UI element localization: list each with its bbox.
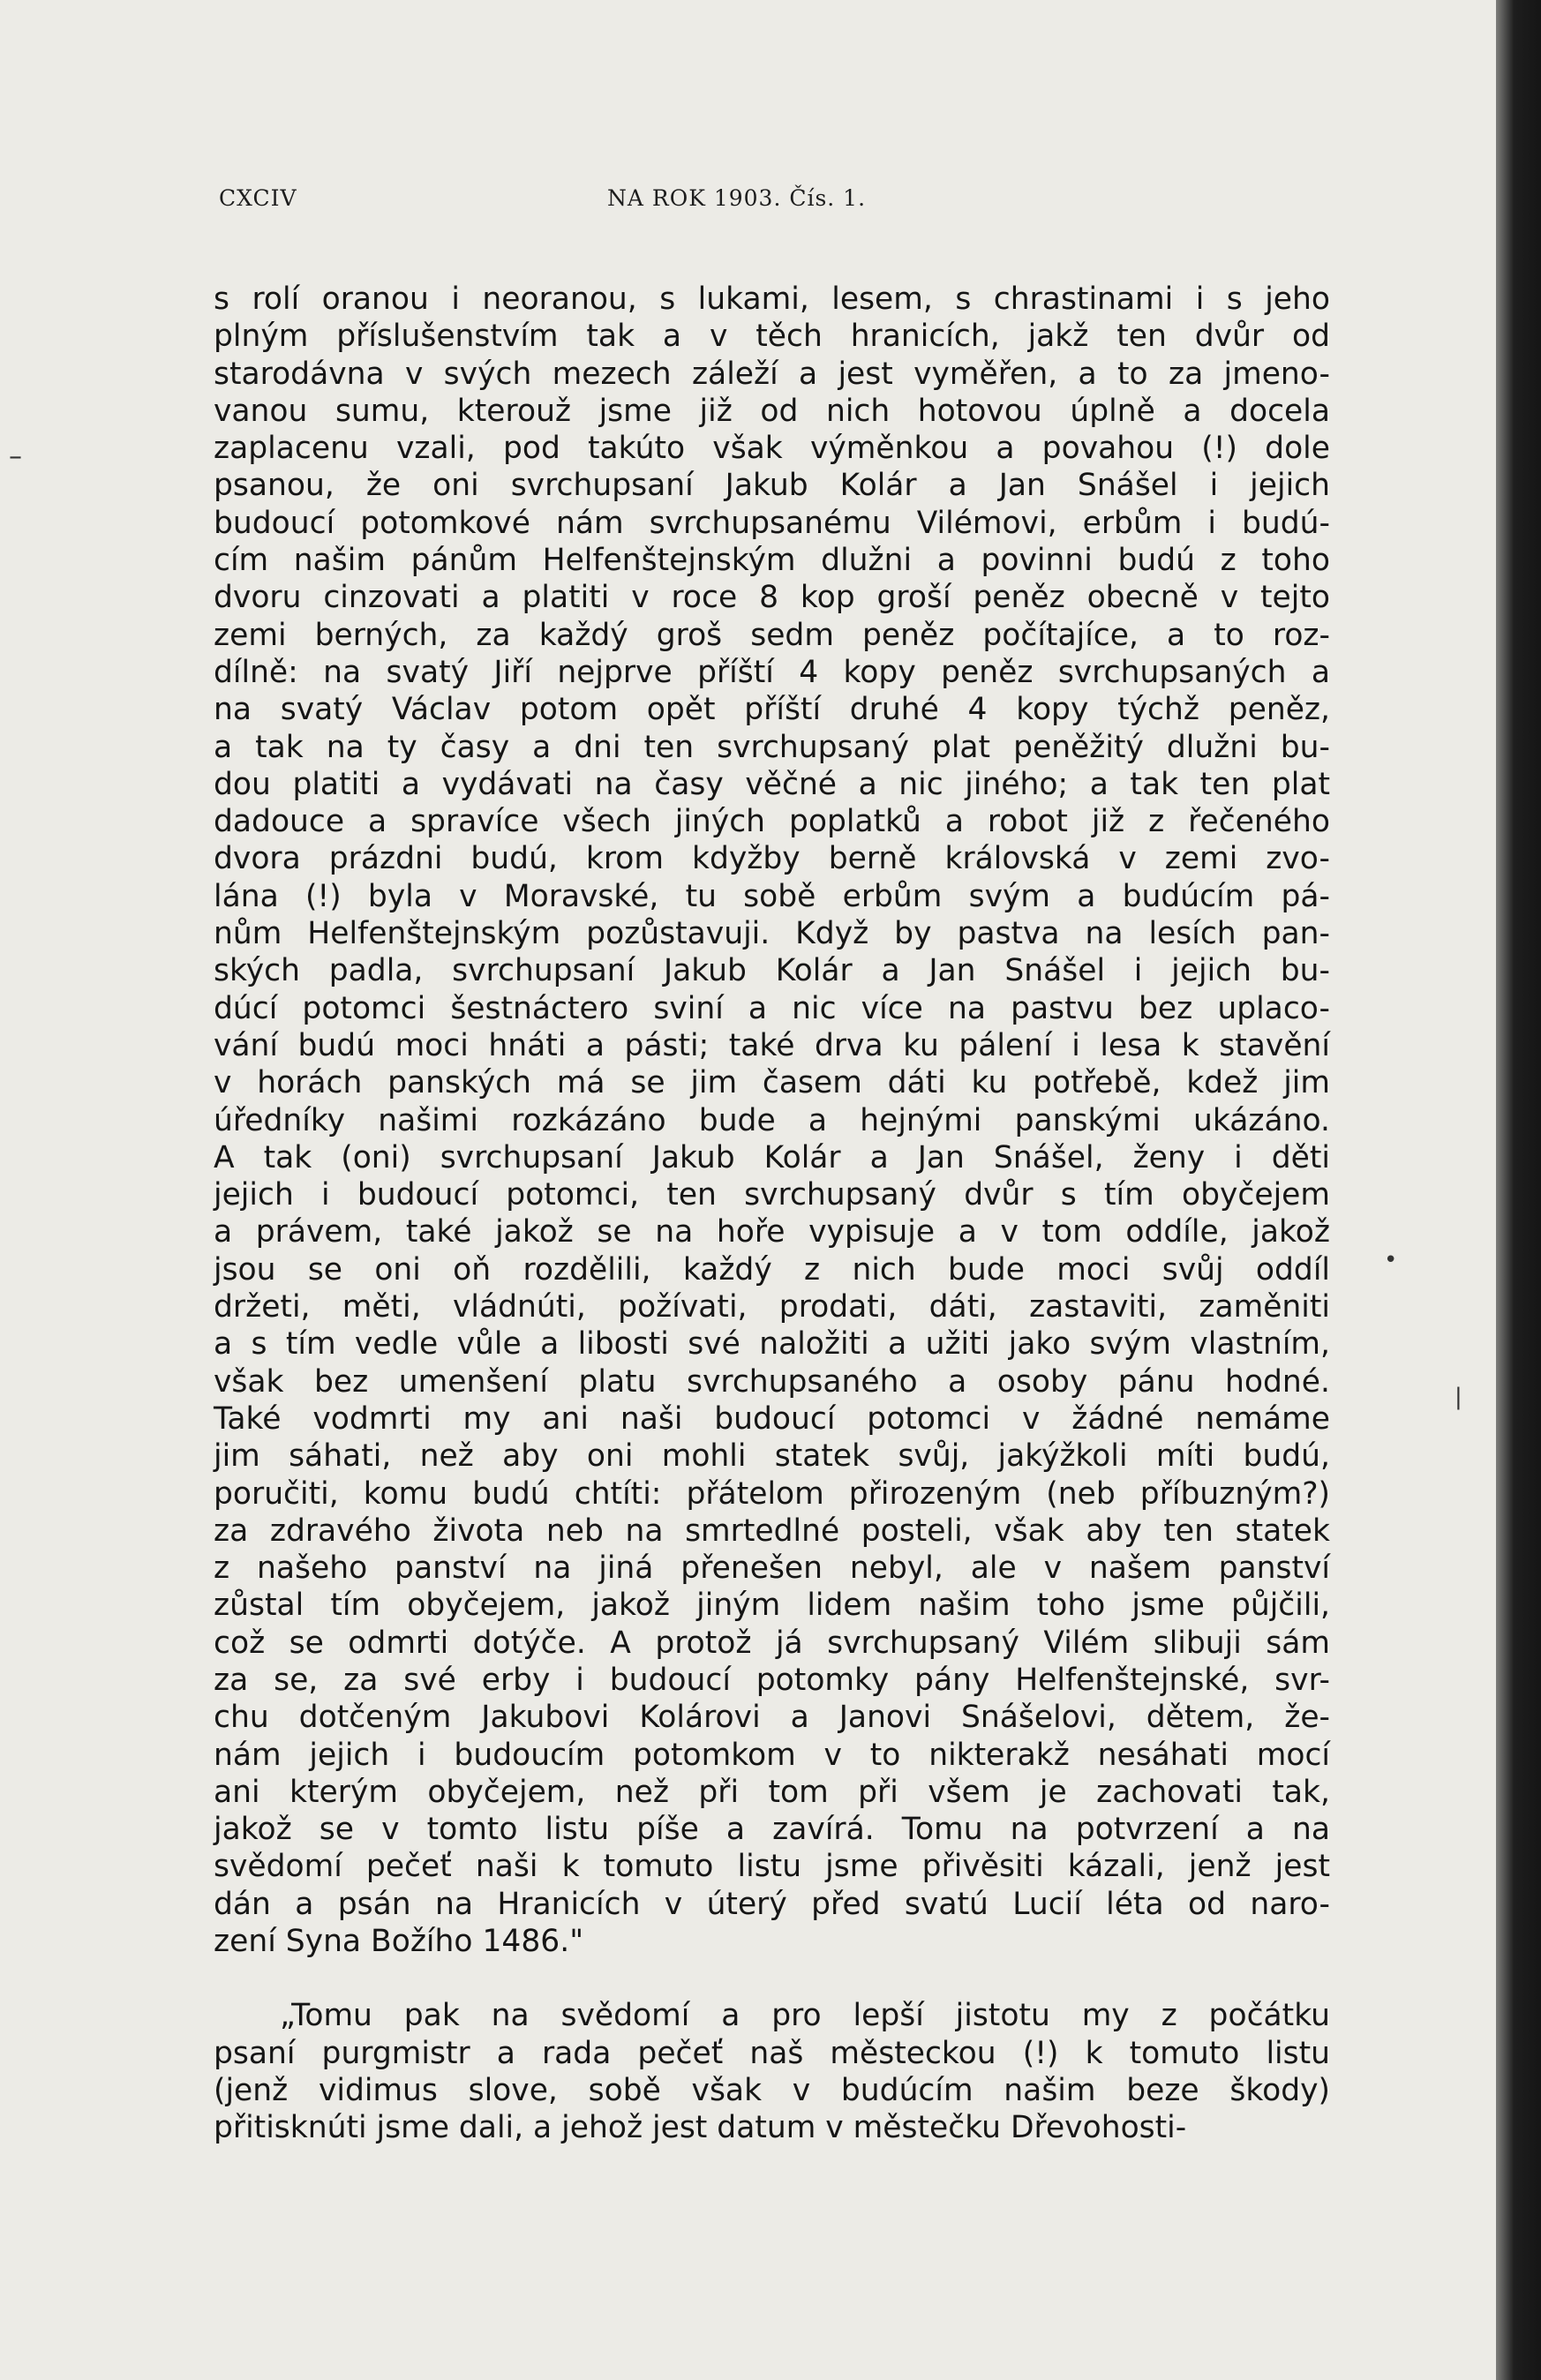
text-line: a právem, také jakož se na hoře vypisuje a v tom oddíle, jakož [214, 1214, 1330, 1250]
body-text [214, 281, 1330, 2147]
text-line: za zdravého života neb na smrtedlné posteli, však aby ten statek [214, 1513, 1330, 1549]
text-line: zení Syna Božího 1486." [214, 1924, 584, 1960]
text-line: jakož se v tomto listu píše a zavírá. Tomu na potvrzení a na [214, 1812, 1330, 1848]
margin-dot-right: • [1384, 1247, 1398, 1273]
text-line: zemi berných, za každý groš sedm peněz počítajíce, a to roz- [214, 617, 1330, 653]
text-line: vání budú moci hnáti a pásti; také drva ku pálení i lesa k stavění [214, 1027, 1330, 1063]
text-line: na svatý Václav potom opět příští druhé 4 kopy týchž peněz, [214, 692, 1330, 728]
text-line: za se, za své erby i budoucí potomky pány Helfenštejnské, svr- [214, 1662, 1330, 1698]
page-edge-shadow [1496, 0, 1541, 2380]
text-line: a s tím vedle vůle a libosti své naložiti a užiti jako svým vlastním, [214, 1326, 1330, 1363]
text-line: ani kterým obyčejem, než při tom při všem je zachovati tak, [214, 1774, 1330, 1810]
text-line: což se odmrti dotýče. A protož já svrchupsaný Vilém slibuji sám [214, 1625, 1330, 1661]
text-line: jim sáhati, než aby oni mohli statek svůj, jakýžkoli míti budú, [214, 1438, 1330, 1475]
text-line: plným příslušenstvím tak a v těch hranicích, jakž ten dvůr od [214, 319, 1330, 355]
paragraph-1 [214, 281, 1330, 1960]
page-header [219, 185, 1313, 221]
text-line: zaplacenu vzali, pod takúto však výměnkou a povahou (!) dole [214, 431, 1330, 467]
text-line: a tak na ty časy a dni ten svrchupsaný plat peněžitý dlužni bu- [214, 729, 1330, 765]
text-line: nům Helfenštejnským pozůstavuji. Když by pastva na lesích pan- [214, 916, 1330, 952]
text-line: s rolí oranou i neoranou, s lukami, lesem, s chrastinami i s jeho [214, 282, 1330, 317]
text-line: starodávna v svých mezech záleží a jest vyměřen, a to za jmeno- [214, 356, 1330, 392]
margin-mark-left: – [9, 441, 22, 472]
text-line: dadouce a spravíce všech jiných poplatků a robot již z řečeného [214, 804, 1330, 840]
text-line: ských padla, svrchupsaní Jakub Kolár a Jan Snášel i jejich bu- [214, 953, 1330, 989]
text-line: úředníky našimi rozkázáno bude a hejnými panskými ukázáno. [214, 1102, 1330, 1138]
text-line: cím našim pánům Helfenštejnským dlužni a povinni budú z toho [214, 543, 1330, 579]
text-line: však bez umenšení platu svrchupsaného a osoby pánu hodné. [214, 1363, 1330, 1400]
text-line: dílně: na svatý Jiří nejprve příští 4 kopy peněz svrchupsaných a [214, 654, 1330, 690]
page-number: CXCIV [219, 185, 297, 211]
text-line: jejich i budoucí potomci, ten svrchupsaný dvůr s tím obyčejem [214, 1177, 1330, 1213]
text-line: „Tomu pak na svědomí a pro lepší jistotu my z počátku [280, 1998, 1330, 2034]
text-line: poručiti, komu budú chtíti: přátelom přirozeným (neb příbuzným?) [214, 1475, 1330, 1512]
text-line: vanou sumu, kterouž jsme již od nich hotovou úplně a docela [214, 393, 1330, 429]
text-line: z našeho panství na jiná přenešen nebyl, ale v našem panství [214, 1550, 1330, 1587]
text-line: přitisknúti jsme dali, a jehož jest datum v městečku Dřevohosti- [214, 2110, 1187, 2146]
text-line: Také vodmrti my ani naši budoucí potomci v žádné nemáme [214, 1400, 1330, 1437]
text-line: jsou se oni oň rozdělili, každý z nich bude moci svůj oddíl [214, 1251, 1330, 1288]
text-line: dou platiti a vydávati na časy věčné a nic jiného; a tak ten plat [214, 766, 1330, 802]
text-line: psanou, že oni svrchupsaní Jakub Kolár a Jan Snášel i jejich [214, 468, 1330, 504]
text-line: chu dotčeným Jakubovi Kolárovi a Janovi Snášelovi, dětem, že- [214, 1700, 1330, 1736]
text-line: zůstal tím obyčejem, jakož jiným lidem našim toho jsme půjčili, [214, 1588, 1330, 1624]
text-line: nám jejich i budoucím potomkom v to nikterakž nesáhati mocí [214, 1737, 1330, 1773]
text-line: držeti, měti, vládnúti, požívati, prodati, dáti, zastaviti, zaměniti [214, 1289, 1330, 1325]
text-line: dúcí potomci šestnáctero sviní a nic více na pastvu bez uplaco- [214, 990, 1330, 1026]
paragraph-2 [214, 1997, 1330, 2146]
text-line: (jenž vidimus slove, sobě však v budúcím našim beze škody) [214, 2072, 1330, 2108]
text-line: dvoru cinzovati a platiti v roce 8 kop groší peněz obecně v tejto [214, 580, 1330, 616]
text-line: A tak (oni) svrchupsaní Jakub Kolár a Jan Snášel, ženy i děti [214, 1139, 1330, 1175]
text-line: svědomí pečeť naši k tomuto listu jsme přivěsiti kázali, jenž jest [214, 1849, 1330, 1885]
text-line: psaní purgmistr a rada pečeť naš městeckou (!) k tomuto listu [214, 2035, 1330, 2071]
margin-tick-right: | [1455, 1384, 1462, 1410]
text-line: v horách panských má se jim časem dáti ku potřebě, kdež jim [214, 1065, 1330, 1101]
text-line: budoucí potomkové nám svrchupsanému Vilémovi, erbům i budú- [214, 505, 1330, 541]
text-line: dán a psán na Hranicích v úterý před svatú Lucií léta od naro- [214, 1886, 1330, 1922]
text-line: dvora prázdni budú, krom kdyžby berně královská v zemi zvo- [214, 841, 1330, 877]
text-line: lána (!) byla v Moravské, tu sobě erbům svým a budúcím pá- [214, 878, 1330, 914]
running-title: NA ROK 1903. Čís. 1. [607, 185, 867, 211]
